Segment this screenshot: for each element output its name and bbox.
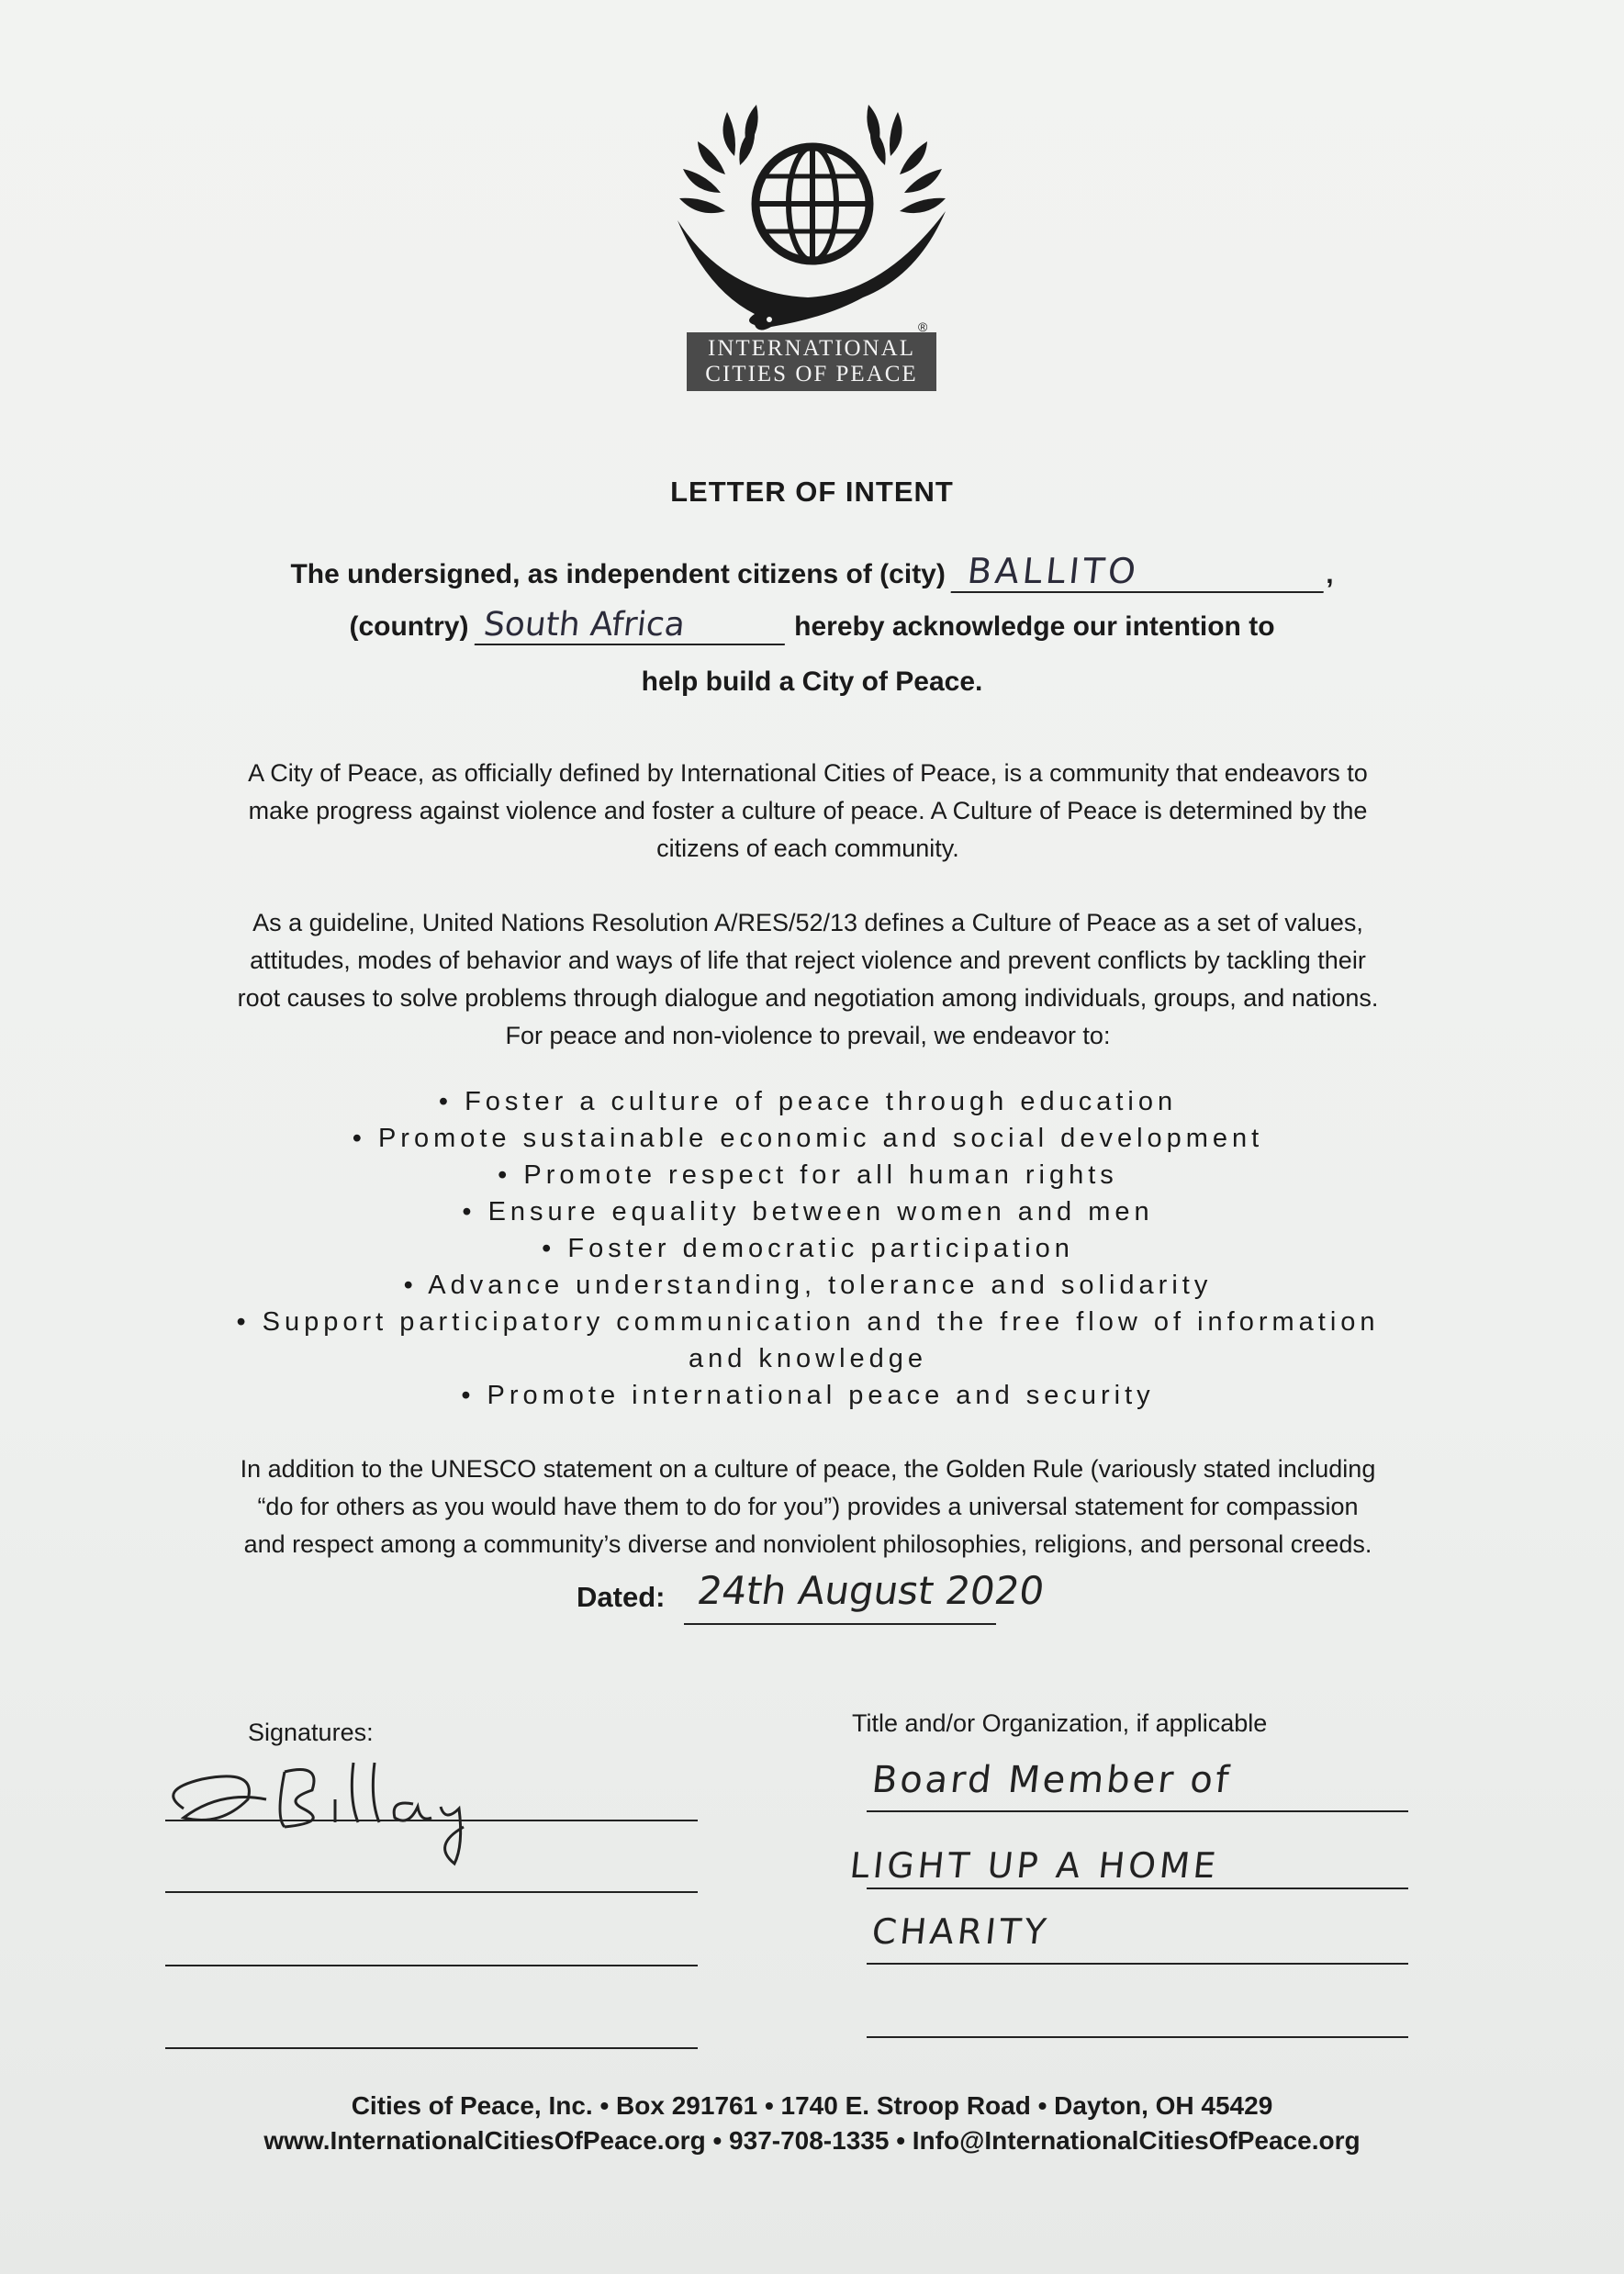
country-field[interactable]: South Africa bbox=[475, 606, 790, 645]
logo-wordmark: INTERNATIONAL CITIES OF PEACE bbox=[687, 332, 936, 391]
organization-field-2[interactable]: LIGHT UP A HOME bbox=[847, 1845, 1222, 1886]
list-item: • Advance understanding, tolerance and solidarity bbox=[403, 1271, 1213, 1300]
footer-address: Cities of Peace, Inc. • Box 291761 • 1740 E. Stroop Road • Dayton, OH 45429 bbox=[351, 2091, 1273, 2120]
list-item: • Ensure equality between women and men bbox=[462, 1197, 1154, 1227]
organization-line-4 bbox=[867, 2036, 1408, 2038]
definition-paragraph: A City of Peace, as officially defined by International Cities of Peace, is a community that endeavors to make progress against violence and foster a culture of peace. A Culture of Peace is determined by the citizens of each community. bbox=[248, 759, 1368, 862]
signature-line-3 bbox=[165, 1965, 698, 1966]
organization-field-1[interactable]: Board Member of bbox=[869, 1759, 1234, 1801]
organization-field-3[interactable]: CHARITY bbox=[869, 1911, 1052, 1952]
registered-mark: ® bbox=[918, 319, 928, 334]
organization-line-2 bbox=[867, 1888, 1408, 1889]
intro-line-3: help build a City of Peace. bbox=[641, 667, 983, 697]
organization-label: Title and/or Organization, if applicable bbox=[852, 1709, 1268, 1737]
signature-line-4 bbox=[165, 2047, 698, 2049]
list-item: • Promote international peace and security bbox=[461, 1381, 1155, 1410]
handwritten-signature-icon[interactable] bbox=[147, 1735, 551, 1873]
list-item: • Support participatory communication and the free flow of information and knowledge bbox=[236, 1307, 1380, 1373]
dated-label: Dated: bbox=[577, 1581, 666, 1613]
dated-field[interactable]: 24th August 2020 bbox=[694, 1568, 1047, 1613]
signature-line-1 bbox=[165, 1820, 698, 1821]
footer-contact: www.InternationalCitiesOfPeace.org • 937-708-1335 • Info@InternationalCitiesOfPeace.org bbox=[263, 2126, 1361, 2155]
organization-line-1 bbox=[867, 1810, 1408, 1812]
guideline-paragraph: As a guideline, United Nations Resolution A/RES/52/13 defines a Culture of Peace as a set of values, attitudes, modes of behavior and ways of life that reject violence and prevent conflicts by tackling their root causes to solve problems through dialogue and negotiation among individuals, groups, and nations. For peace and non-violence to prevail, we endeavor to: bbox=[237, 909, 1379, 1049]
list-item: • Foster democratic participation bbox=[542, 1234, 1074, 1263]
dated-line bbox=[684, 1623, 996, 1625]
signatures-label: Signatures: bbox=[248, 1719, 374, 1746]
list-item: • Foster a culture of peace through education bbox=[438, 1087, 1178, 1116]
city-field[interactable]: BALLITO bbox=[951, 551, 1328, 593]
intro-line-2: (country) South Africa hereby acknowledge our intention to bbox=[349, 606, 1275, 644]
golden-rule-paragraph: In addition to the UNESCO statement on a culture of peace, the Golden Rule (variously stated including “do for others as you would have them to do for you”) provides a universal statement for compassion and respect among a community’s diverse and nonviolent philosophies, religions, and personal creeds. bbox=[240, 1455, 1376, 1558]
intro-line-1: The undersigned, as independent citizens of (city) BALLITO , bbox=[290, 551, 1334, 591]
list-item: • Promote respect for all human rights bbox=[498, 1160, 1118, 1190]
signature-line-2 bbox=[165, 1891, 698, 1893]
page-title: LETTER OF INTENT bbox=[670, 476, 954, 508]
organization-line-3 bbox=[867, 1963, 1408, 1965]
endeavor-list bbox=[165, 1083, 1450, 1414]
list-item: • Promote sustainable economic and social development bbox=[352, 1124, 1264, 1153]
